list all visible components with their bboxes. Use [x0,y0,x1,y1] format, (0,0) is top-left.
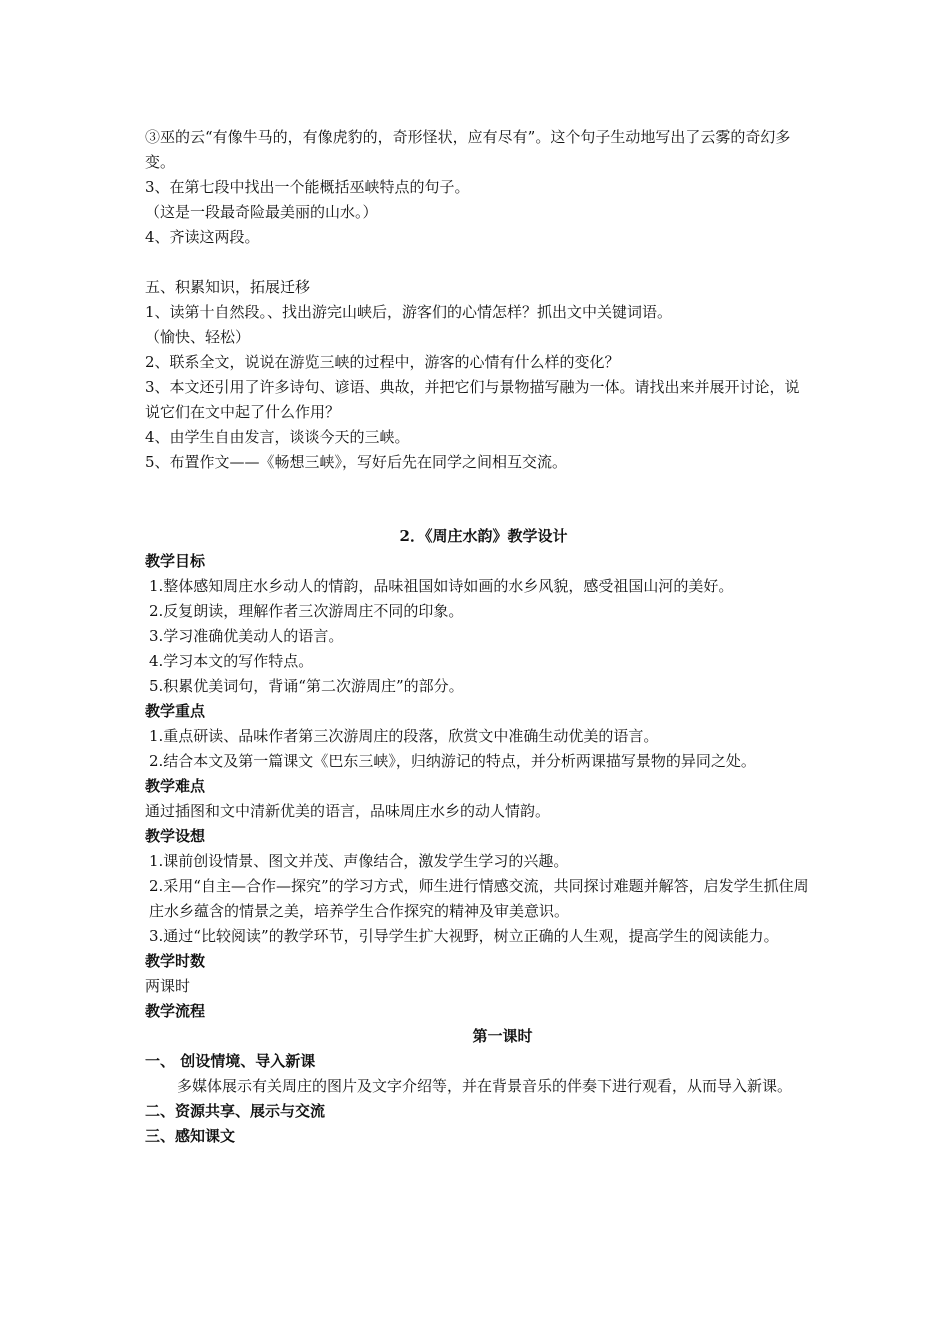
section-heading: 五、积累知识，拓展迁移 [145,278,311,296]
paragraph: （愉快、轻松） [145,328,251,346]
step1-text: 多媒体展示有关周庄的图片及文字介绍等，并在背景音乐的伴奏下进行观看，从而导入新课。 [177,1077,793,1095]
ideas-heading: 教学设想 [145,827,206,845]
goal-item: 5.积累优美词句，背诵“第二次游周庄”的部分。 [149,677,464,695]
key-points-heading: 教学重点 [145,702,206,720]
hours-heading: 教学时数 [145,952,206,970]
flow-heading: 教学流程 [145,1002,206,1020]
class1-title: 第一课时 [472,1027,533,1045]
document-body [145,125,810,1149]
goal-item: 2.反复朗读，理解作者三次游周庄不同的印象。 [149,602,464,620]
idea-item: 2.采用“自主—合作—探究”的学习方式，师生进行情感交流，共同探讨难题并解答，启发学生抓住周庄水乡蕴含的情景之美，培养学生合作探究的精神及审美意识。 [149,877,809,920]
goal-item: 3.学习准确优美动人的语言。 [149,627,344,645]
spacer [145,475,810,523]
key-point-item: 2.结合本文及第一篇课文《巴东三峡》，归纳游记的特点，并分析两课描写景物的异同之处。 [149,752,756,770]
step2-heading: 二、资源共享、展示与交流 [145,1102,326,1120]
paragraph: 3、在第七段中找出一个能概括巫峡特点的句子。 [145,178,470,196]
idea-item: 1.课前创设情景、图文并茂、声像结合，激发学生学习的兴趣。 [149,852,569,870]
paragraph: 5、布置作文——《畅想三峡》，写好后先在同学之间相互交流。 [145,453,568,471]
spacer [145,250,810,275]
idea-item: 3.通过“比较阅读”的教学环节，引导学生扩大视野，树立正确的人生观，提高学生的阅读能力。 [149,927,779,945]
paragraph: ③巫的云“有像牛马的，有像虎豹的，奇形怪状，应有尽有”。这个句子生动地写出了云雾的奇幻多变。 [145,128,791,171]
lesson-title: 2．《周庄水韵》教学设计 [399,527,568,545]
difficulty-heading: 教学难点 [145,777,206,795]
key-point-item: 1.重点研读、品味作者第三次游周庄的段落，欣赏文中准确生动优美的语言。 [149,727,659,745]
step1-heading: 一、 创设情境、导入新课 [145,1052,316,1070]
goals-heading: 教学目标 [145,552,206,570]
difficulty-text: 通过插图和文中清新优美的语言，品味周庄水乡的动人情韵。 [145,802,551,820]
paragraph: 1、读第十自然段。、找出游完山峡后，游客们的心情怎样？抓出文中关键词语。 [145,303,673,321]
paragraph: 4、由学生自由发言，谈谈今天的三峡。 [145,428,410,446]
paragraph: 4、齐读这两段。 [145,228,260,246]
paragraph: （这是一段最奇险最美丽的山水。） [145,203,378,221]
goal-item: 4.学习本文的写作特点。 [149,652,314,670]
goal-item: 1.整体感知周庄水乡动人的情韵，品味祖国如诗如画的水乡风貌，感受祖国山河的美好。 [149,577,734,595]
hours-text: 两课时 [145,977,191,995]
paragraph: 2、联系全文，说说在游览三峡的过程中，游客的心情有什么样的变化？ [145,353,620,371]
step3-heading: 三、感知课文 [145,1127,236,1145]
paragraph: 3、本文还引用了许多诗句、谚语、典故，并把它们与景物描写融为一体。请找出来并展开讨论，说说它们在文中起了什么作用？ [145,378,800,421]
